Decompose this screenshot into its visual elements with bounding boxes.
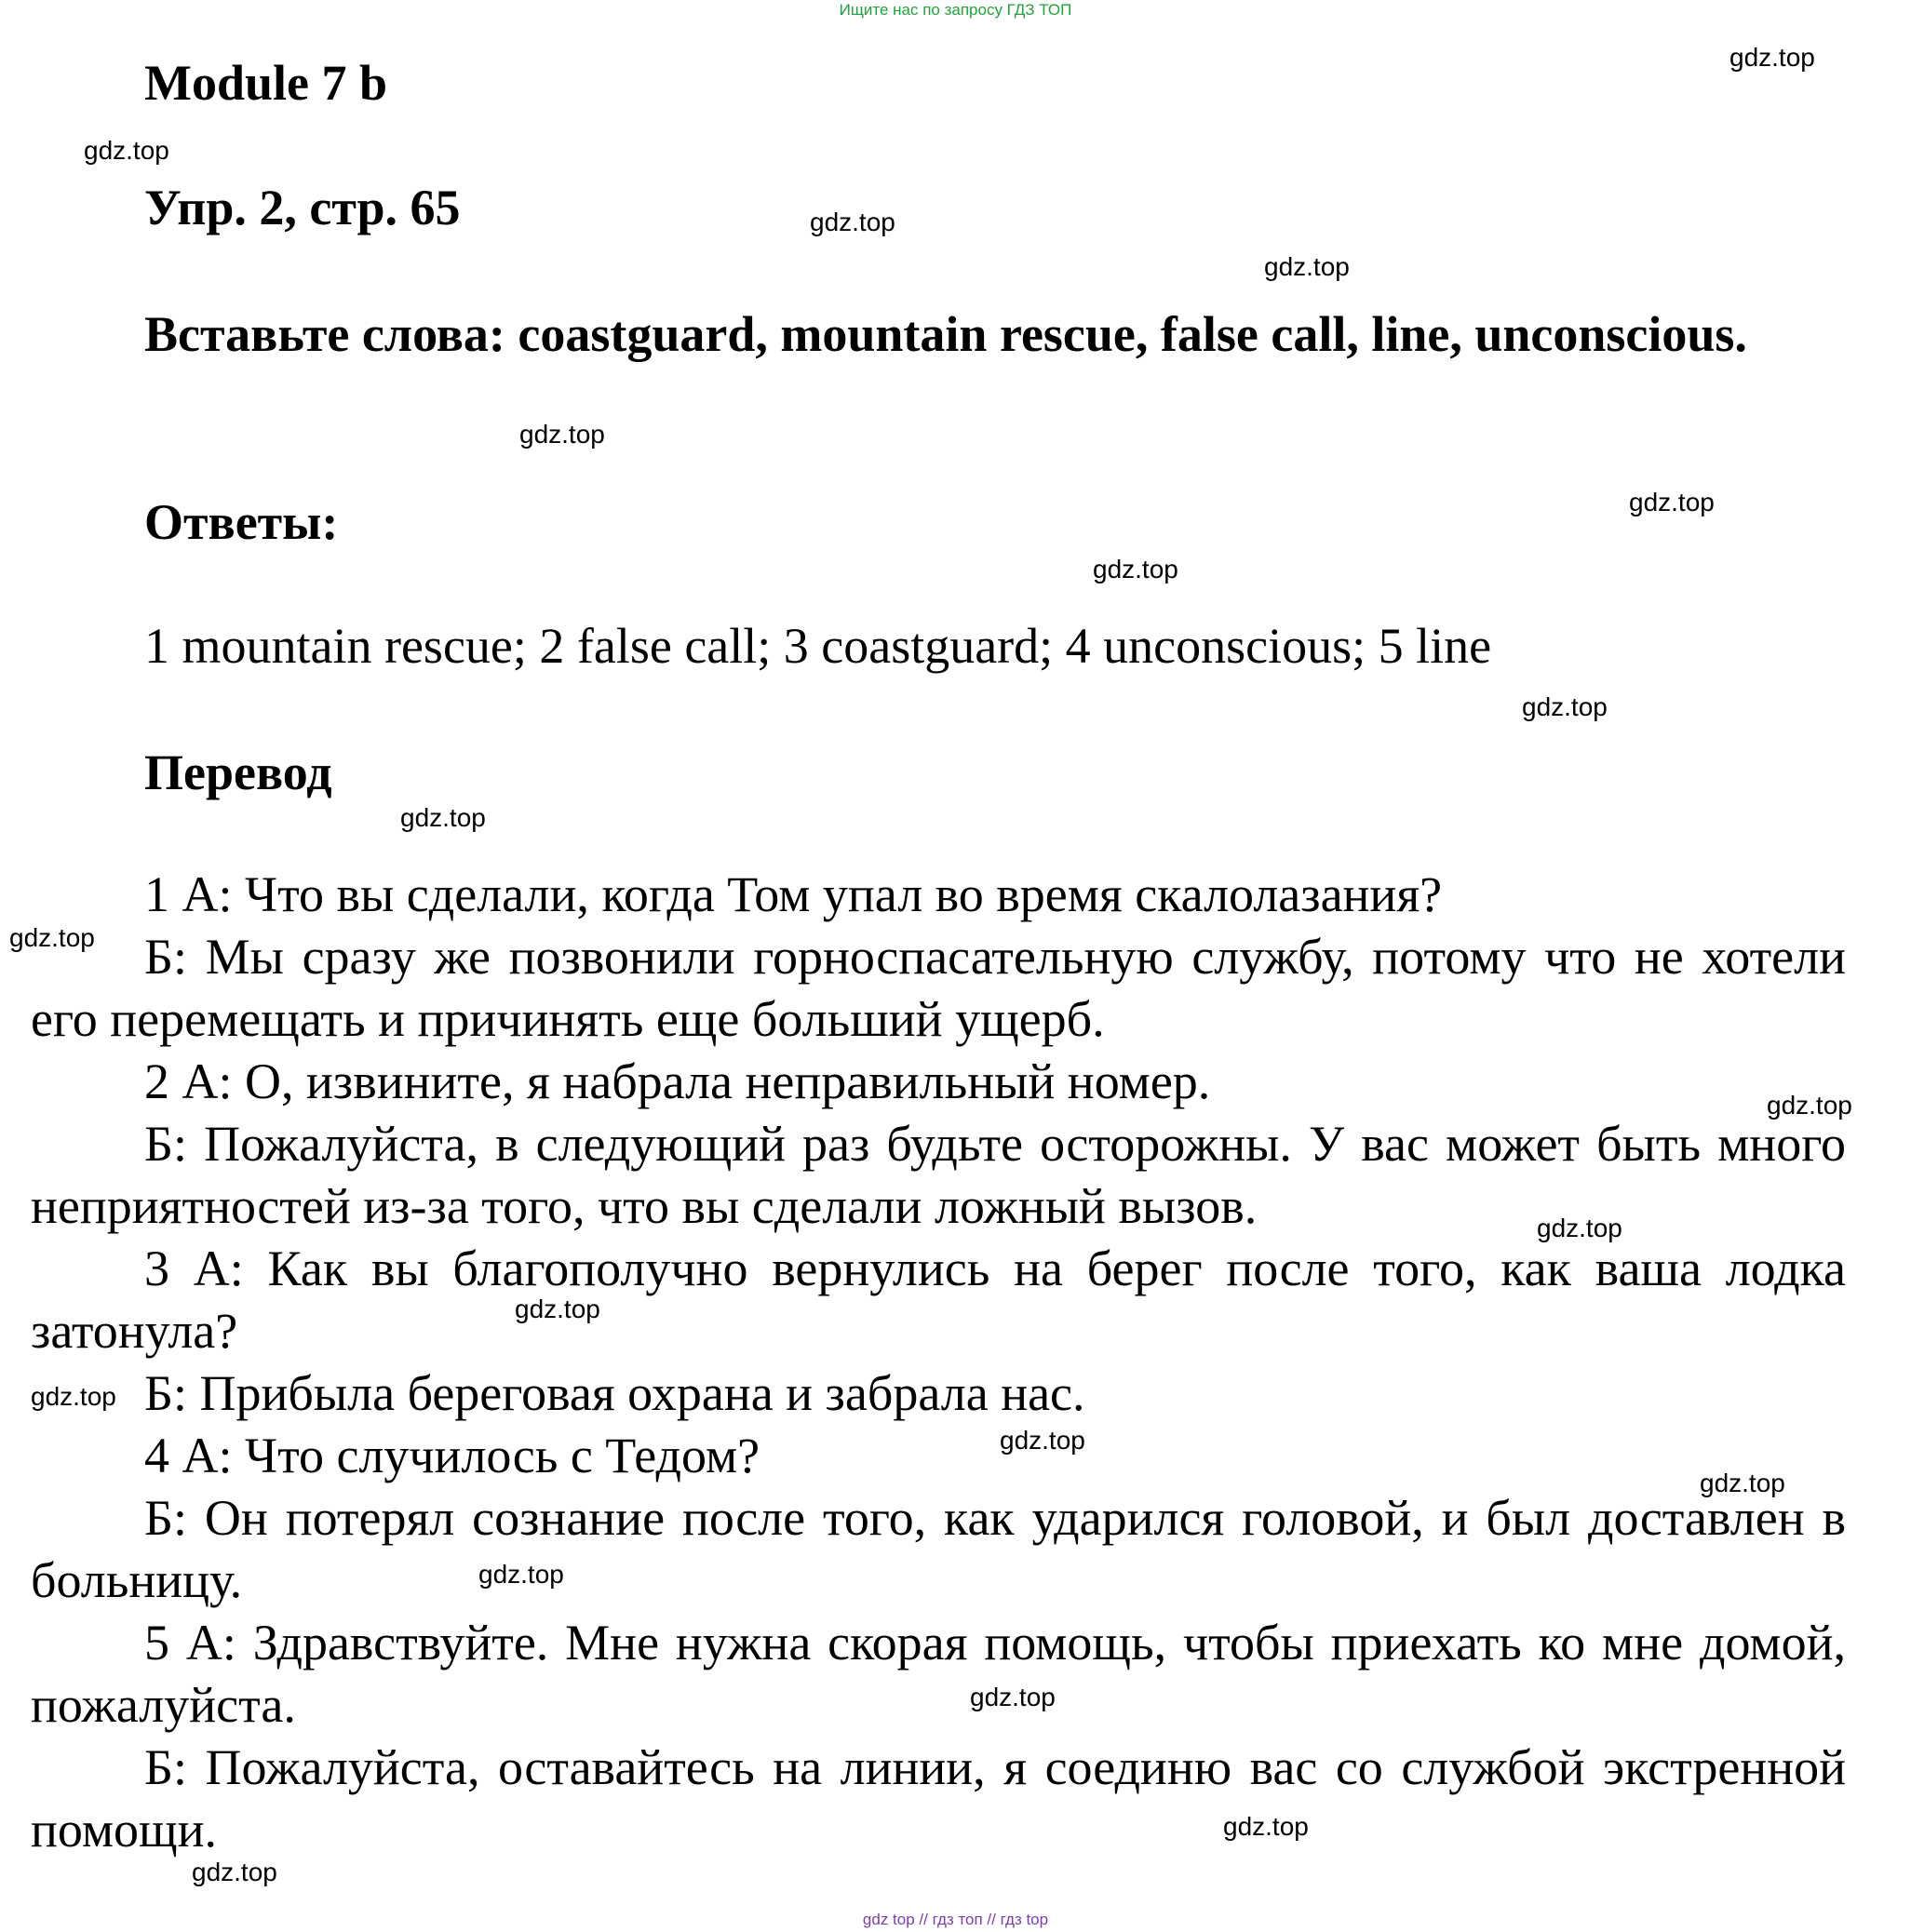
watermark: gdz.top — [478, 1560, 564, 1589]
translation-line-1b: Б: Мы сразу же позвонили горноспасательную службу, потому что не хотели его перемещать и причинять еще больший ущерб. — [31, 929, 1846, 1047]
watermark: gdz.top — [192, 1858, 277, 1886]
watermark: gdz.top — [1537, 1214, 1622, 1242]
top-banner: Ищите нас по запросу ГДЗ ТОП — [839, 1, 1072, 19]
translation-line-5b: Б: Пожалуйста, оставайтесь на линии, я соединю вас со службой экстренной помощи. — [31, 1739, 1846, 1858]
watermark: gdz.top — [519, 420, 605, 449]
watermark: gdz.top — [1264, 252, 1350, 281]
watermark: gdz.top — [1629, 488, 1715, 517]
watermark: gdz.top — [515, 1295, 600, 1323]
watermark: gdz.top — [1700, 1469, 1785, 1497]
instruction-text: Вставьте слова: coastguard, mountain rescue, false call, line, unconscious. — [144, 306, 1747, 362]
bottom-banner: gdz top // гдз топ // гдз top — [862, 1911, 1049, 1928]
translation-line-4a: 4 А: Что случилось с Тедом? — [144, 1428, 760, 1483]
translation-line-4b: Б: Он потерял сознание после того, как ударился головой, и был доставлен в больницу. — [31, 1490, 1846, 1608]
watermark: gdz.top — [810, 208, 895, 236]
translation-line-3a: 3 А: Как вы благополучно вернулись на берег после того, как ваша лодка затонула? — [31, 1241, 1846, 1359]
translation-line-1a: 1 А: Что вы сделали, когда Том упал во время скалолазания? — [144, 866, 1443, 922]
answers-heading: Ответы: — [144, 494, 339, 550]
module-title: Module 7 b — [144, 55, 388, 111]
watermark: gdz.top — [1729, 43, 1815, 72]
watermark: gdz.top — [1223, 1812, 1309, 1841]
watermark: gdz.top — [1767, 1091, 1852, 1120]
watermark: gdz.top — [1000, 1426, 1085, 1455]
answers-text: 1 mountain rescue; 2 false call; 3 coastguard; 4 unconscious; 5 line — [144, 618, 1492, 674]
watermark: gdz.top — [9, 923, 95, 952]
watermark: gdz.top — [31, 1382, 116, 1411]
translation-line-5a: 5 А: Здравствуйте. Мне нужна скорая помощь, чтобы приехать ко мне домой, пожалуйста. — [31, 1615, 1846, 1733]
translation-line-3b: Б: Прибыла береговая охрана и забрала нас. — [144, 1365, 1085, 1421]
translation-body — [31, 864, 1846, 1861]
translation-line-2a: 2 А: О, извините, я набрала неправильный номер. — [144, 1053, 1211, 1109]
watermark: gdz.top — [1522, 692, 1608, 721]
translation-line-2b: Б: Пожалуйста, в следующий раз будьте осторожны. У вас может быть много неприятностей из-за того, что вы сделали ложный вызов. — [31, 1116, 1846, 1234]
watermark: gdz.top — [84, 136, 169, 165]
watermark: gdz.top — [400, 803, 486, 832]
watermark: gdz.top — [1093, 555, 1178, 584]
watermark: gdz.top — [970, 1683, 1056, 1711]
translation-heading: Перевод — [144, 745, 332, 800]
exercise-title: Упр. 2, стр. 65 — [144, 180, 461, 235]
